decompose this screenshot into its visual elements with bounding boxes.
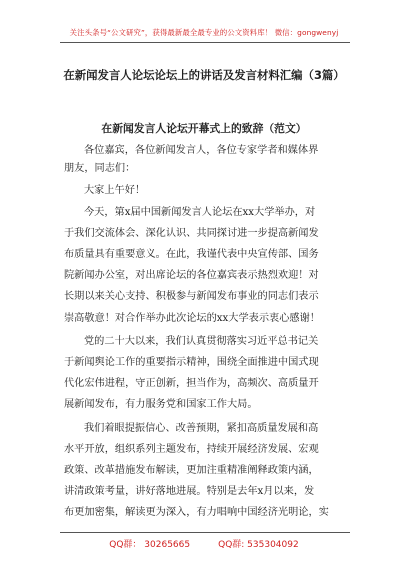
body-line: 布质量具有重要意义。在此，我谨代表中央宣传部、国务 xyxy=(64,249,319,260)
body-line: 水平开放，组织系列主题发布，持续开展经济发展、宏观 xyxy=(64,444,319,455)
body-line: 讲清政策考量，讲好落地进展。特别是去年x月以来，发 xyxy=(64,486,315,497)
body-line: 长期以来关心支持、积极参与新闻发布事业的同志们表示 xyxy=(64,291,319,302)
body-line: 我们着眼提振信心、改善预期，紧扣高质量发展和高 xyxy=(84,423,319,434)
body-line: 今天，第x届中国新闻发言人论坛在xx大学举办，对 xyxy=(84,207,316,218)
body-line: 布更加密集，解读更为深入，有力唱响中国经济光明论，实 xyxy=(64,507,329,518)
footer-contact xyxy=(0,537,408,550)
body-line: 代化宏伟进程，守正创新，担当作为，高频次、高质量开 xyxy=(64,378,319,389)
body-line: 朋友，同志们： xyxy=(64,163,136,174)
body-line: 展新闻发布，有力服务党和国家工作大局。 xyxy=(64,399,258,410)
body-line: 大家上午好！ xyxy=(84,185,146,196)
document-title: 在新闻发言人论坛论坛上的讲话及发言材料汇编（3篇） xyxy=(63,68,345,82)
body-line: 各位嘉宾，各位新闻发言人，各位专家学者和媒体界 xyxy=(84,145,319,156)
body-line: 党的二十大以来，我们认真贯彻落实习近平总书记关 xyxy=(84,336,319,347)
section-title: 在新闻发言人论坛开幕式上的致辞（范文） xyxy=(101,122,307,135)
body-line: 政策、改革措施发布解读，更加注重精准阐释政策内涵， xyxy=(64,465,319,476)
body-line: 崇高敬意！对合作举办此次论坛的xx大学表示衷心感谢！ xyxy=(64,313,320,324)
body-line: 于我们交流体会、深化认识、共同探讨进一步提高新闻发 xyxy=(64,228,319,239)
footer-divider xyxy=(60,532,350,533)
header-notice: 关注头条号“公文研究”，获得最新最全最专业的公文资料库！ 微信：gongwenyj xyxy=(69,28,339,37)
footer-qq-group-2: QQ群: 535304092 xyxy=(218,540,299,550)
footer-qq-group-1: QQ群： 30265665 xyxy=(109,540,191,550)
header-divider xyxy=(60,42,350,43)
body-line: 于新闻舆论工作的重要指示精神，围绕全面推进中国式现 xyxy=(64,357,319,368)
body-line: 院新闻办公室，对出席论坛的各位嘉宾表示热烈欢迎！对 xyxy=(64,270,319,281)
